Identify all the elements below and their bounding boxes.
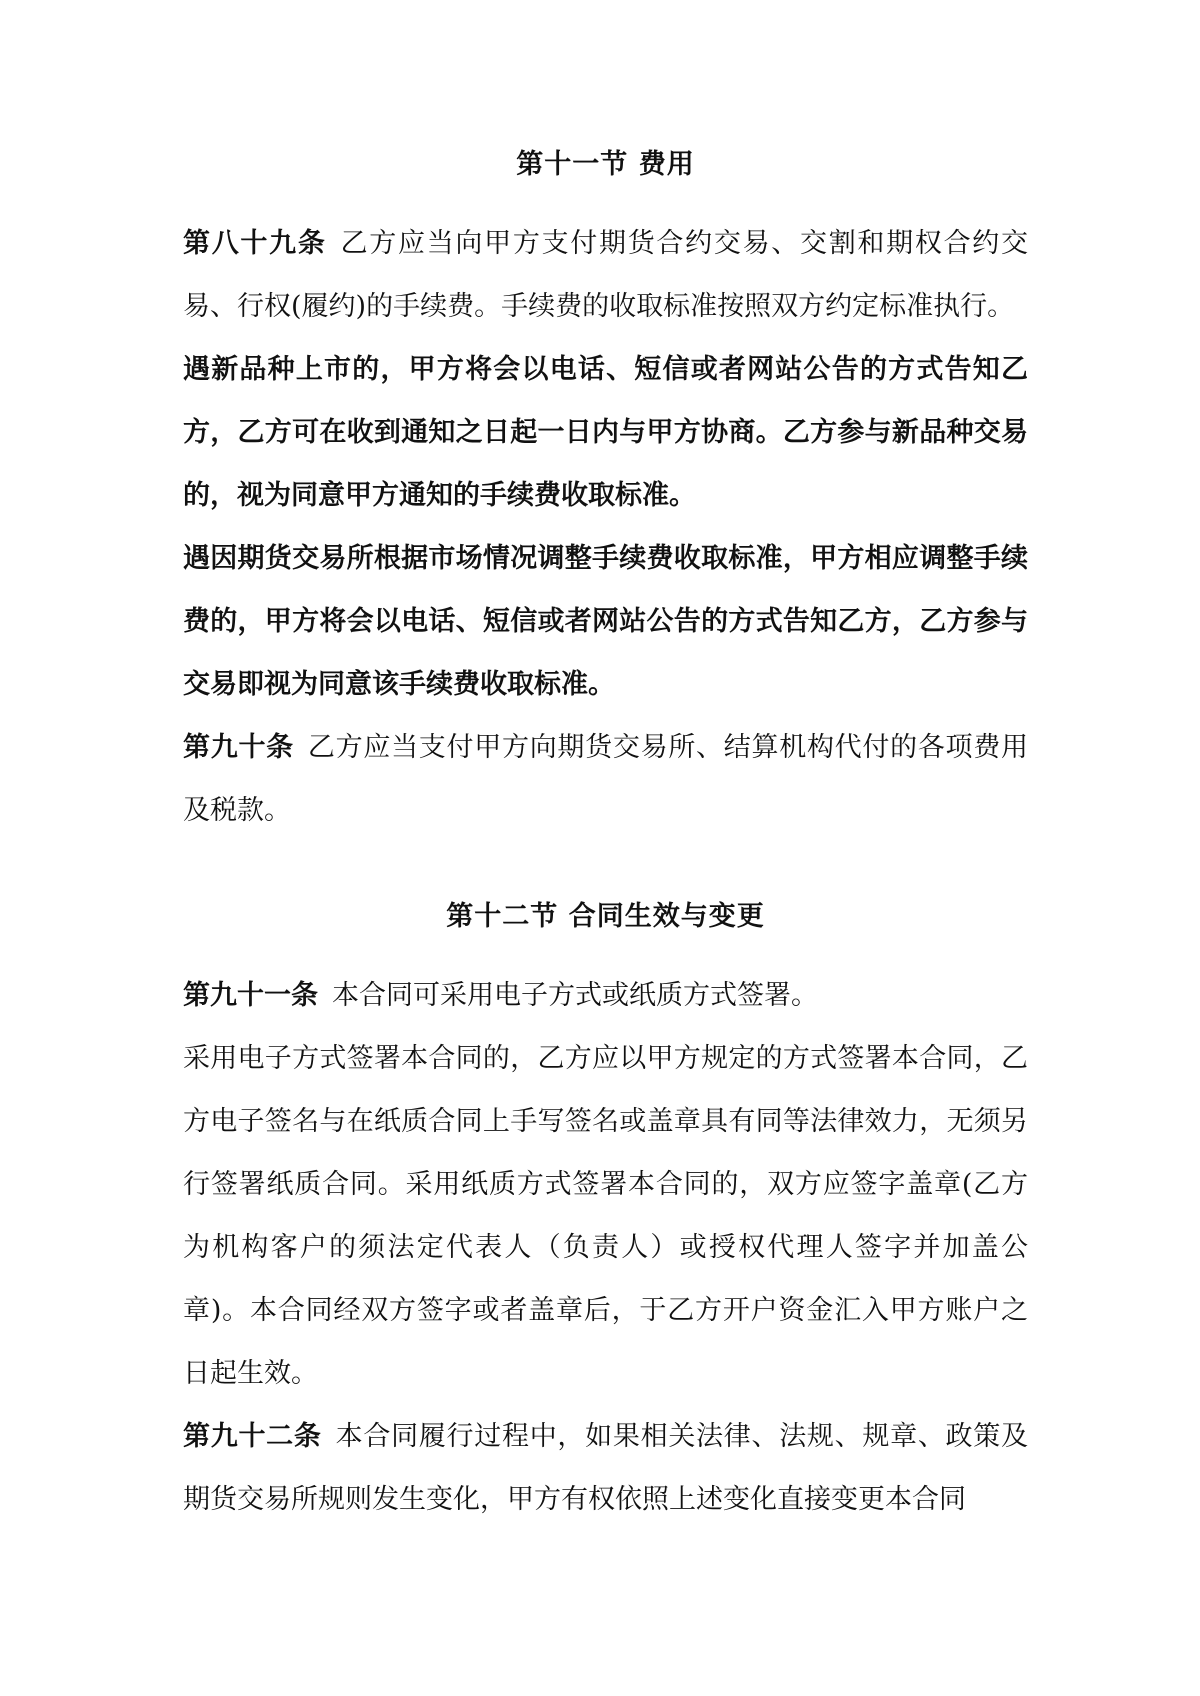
new-product-fee-clause: 遇新品种上市的，甲方将会以电话、短信或者网站公告的方式告知乙方，乙方可在收到通知之日起一日内与甲方协商。乙方参与新品种交易的，视为同意甲方通知的手续费收取标准。 [183,354,1028,511]
signing-method-clause: 采用电子方式签署本合同的，乙方应以甲方规定的方式签署本合同，乙方电子签名与在纸质合同上手写签名或盖章具有同等法律效力，无须另行签署纸质合同。采用纸质方式签署本合同的，双方应签字盖章(乙方为机构客户的须法定代表人（负责人）或授权代理人签字并加盖公章)。本合同经双方签字或者盖章后，于乙方开户资金汇入甲方账户之日起生效。 [183,1043,1028,1389]
article-92-label: 第九十二条 [183,1421,322,1452]
section-12-title: 第十二节 合同生效与变更 [446,901,765,932]
article-90-text: 乙方应当支付甲方向期货交易所、结算机构代付的各项费用及税款。 [183,732,1029,826]
article-92-text: 本合同履行过程中，如果相关法律、法规、规章、政策及期货交易所规则发生变化，甲方有权依照上述变化直接变更本合同 [183,1421,1029,1515]
article-89-label: 第八十九条 [183,228,327,259]
article-89-text: 乙方应当向甲方支付期货合约交易、交割和期权合约交易、行权(履约)的手续费。手续费的收取标准按照双方约定标准执行。 [183,228,1029,322]
article-91-text: 本合同可采用电子方式或纸质方式签署。 [332,980,818,1011]
article-91-label: 第九十一条 [183,980,318,1011]
article-92 [183,1405,1028,1531]
article-90 [183,716,1028,842]
section-11-title: 第十一节 费用 [516,149,695,180]
article-90-label: 第九十条 [183,732,294,763]
section-gap [183,842,1028,902]
document-page [183,150,1028,1531]
fee-adjustment-clause: 遇因期货交易所根据市场情况调整手续费收取标准，甲方相应调整手续费的，甲方将会以电话、短信或者网站公告的方式告知乙方，乙方参与交易即视为同意该手续费收取标准。 [183,543,1028,700]
article-89 [183,212,1028,338]
article-91 [183,964,1028,1027]
